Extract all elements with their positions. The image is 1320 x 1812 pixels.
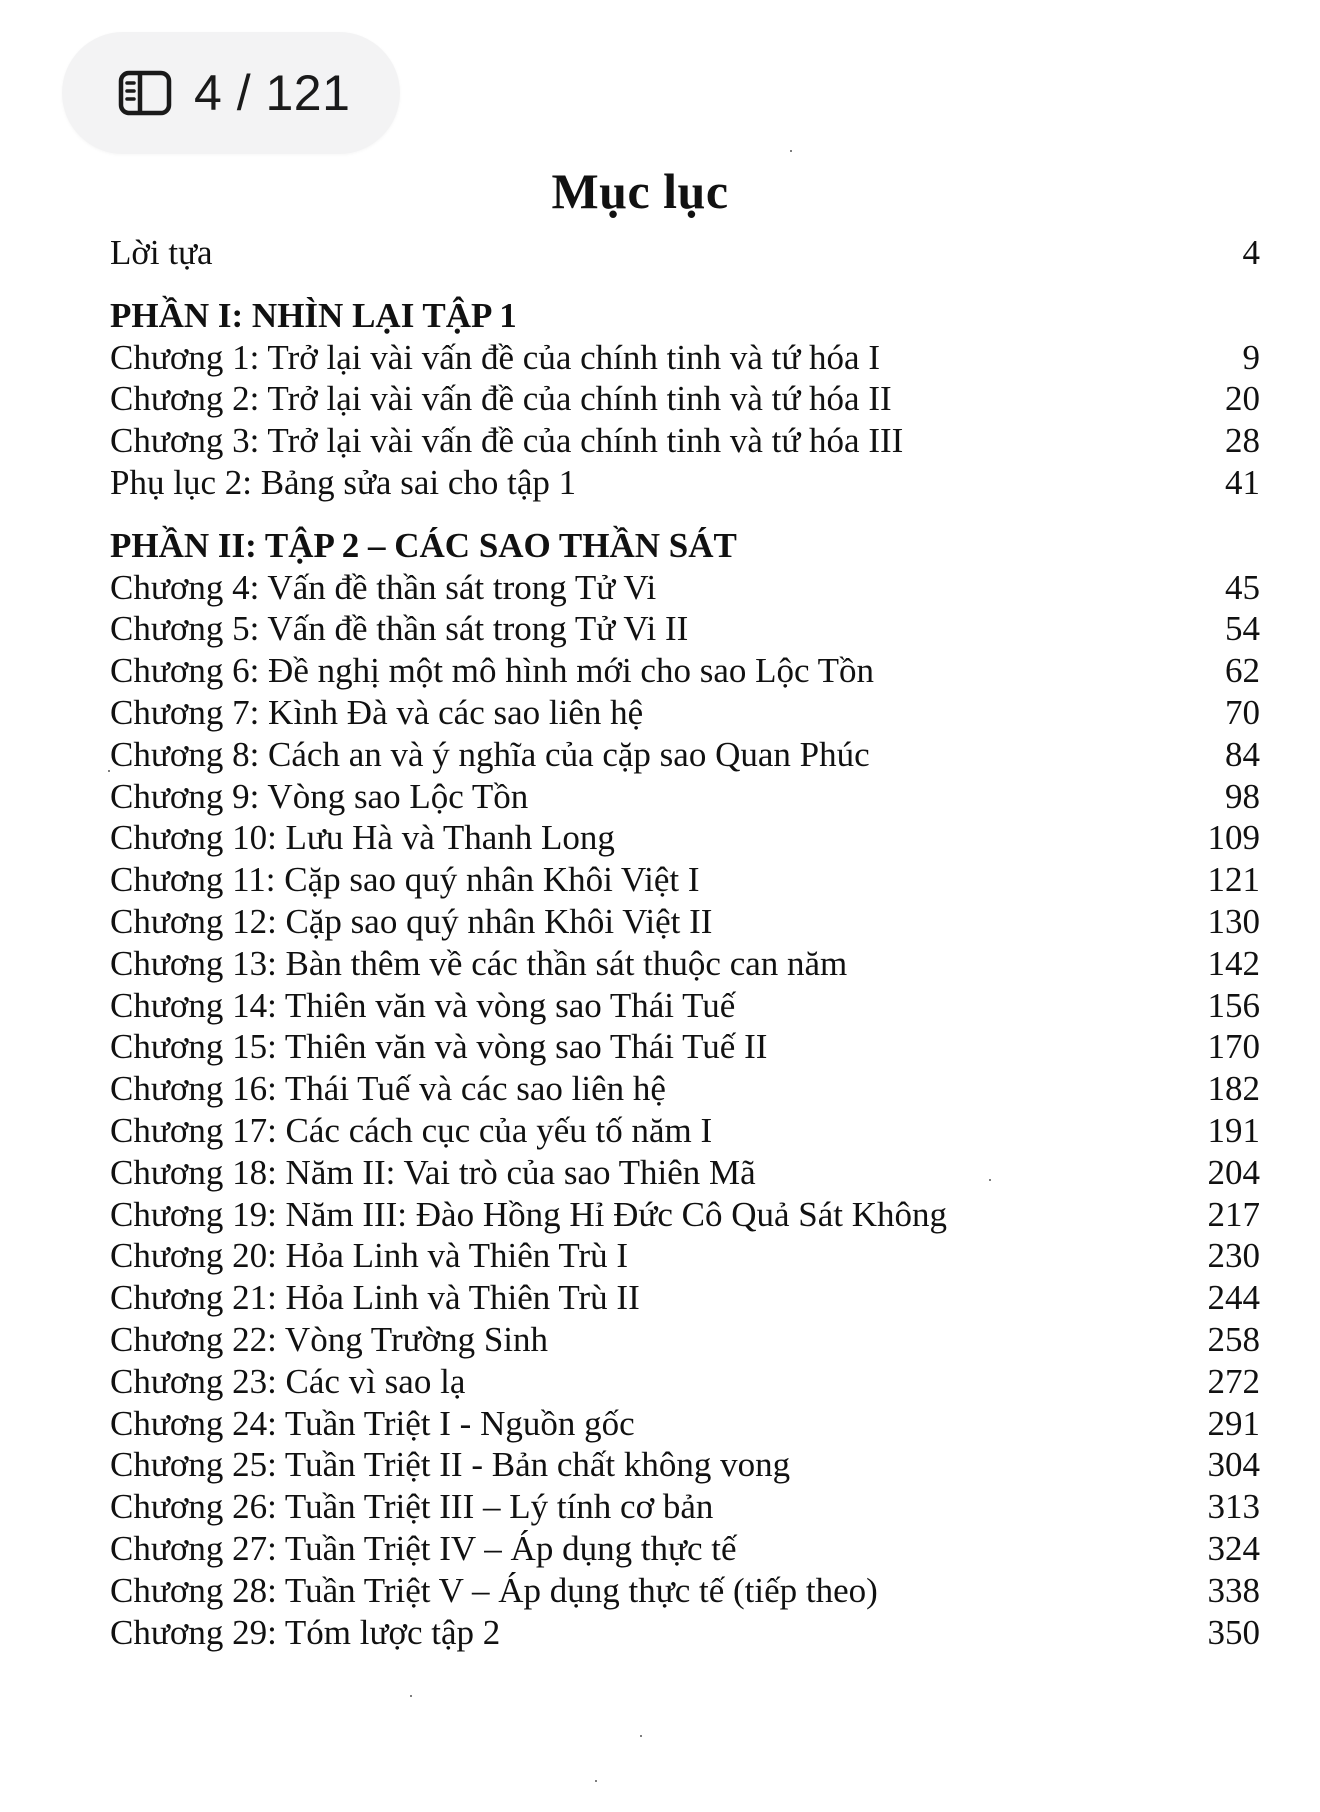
toc-entry[interactable] — [110, 1194, 1260, 1236]
toc-entry[interactable] — [110, 859, 1260, 901]
toc-entry-page: 272 — [1207, 1361, 1260, 1401]
scan-speck — [595, 1780, 597, 1782]
toc-entry-label: Chương 26: Tuần Triệt III – Lý tính cơ bản — [110, 1487, 714, 1527]
toc-entry[interactable] — [110, 1277, 1260, 1319]
toc-entry-label: Chương 1: Trở lại vài vấn đề của chính tinh và tứ hóa I — [110, 337, 880, 377]
toc-entry-label: Chương 15: Thiên văn và vòng sao Thái Tuế II — [110, 1027, 768, 1067]
toc-entry-page: 98 — [1225, 776, 1260, 816]
toc-entry-page: 54 — [1225, 609, 1260, 649]
toc-entry-page: 130 — [1207, 901, 1260, 941]
toc-entry[interactable] — [110, 1612, 1260, 1654]
toc-entry[interactable] — [110, 1235, 1260, 1277]
toc-entry[interactable] — [110, 378, 1260, 420]
toc-entry-label: Chương 22: Vòng Trường Sinh — [110, 1319, 549, 1359]
toc-entry-label: Chương 28: Tuần Triệt V – Áp dụng thực tế (tiếp theo) — [110, 1570, 878, 1610]
toc-entry-page: 45 — [1225, 567, 1260, 607]
toc-entry-page: 121 — [1207, 860, 1260, 900]
toc-entry-label: Chương 6: Đề nghị một mô hình mới cho sao Lộc Tồn — [110, 651, 875, 691]
toc-entry[interactable] — [110, 734, 1260, 776]
toc-entry[interactable] — [110, 985, 1260, 1027]
toc-entry-page: 170 — [1207, 1027, 1260, 1067]
toc-entry[interactable] — [110, 420, 1260, 462]
scan-speck — [108, 770, 110, 772]
toc-entry-label: Chương 7: Kình Đà và các sao liên hệ — [110, 692, 644, 732]
toc-entry[interactable] — [110, 608, 1260, 650]
toc-entry-label: Chương 19: Năm III: Đào Hồng Hỉ Đức Cô Quả Sát Không — [110, 1194, 948, 1234]
toc-sections — [110, 295, 1260, 1654]
toc-section-heading[interactable]: PHẦN I: NHÌN LẠI TẬP 1 — [110, 295, 517, 335]
toc-entry-page: 62 — [1225, 651, 1260, 691]
toc-entry-page: 28 — [1225, 421, 1260, 461]
toc-entry[interactable] — [110, 1026, 1260, 1068]
toc-entry[interactable] — [110, 817, 1260, 859]
toc-entry-page: 338 — [1207, 1570, 1260, 1610]
toc-entry-page: 304 — [1207, 1445, 1260, 1485]
toc-entry-page: 109 — [1207, 818, 1260, 858]
toc-entry-page: 204 — [1207, 1152, 1260, 1192]
toc-entry-label: Chương 17: Các cách cục của yếu tố năm I — [110, 1110, 713, 1150]
toc-entry-label: Phụ lục 2: Bảng sửa sai cho tập 1 — [110, 462, 577, 502]
toc-entry[interactable] — [110, 337, 1260, 379]
toc-entry-page: 258 — [1207, 1319, 1260, 1359]
table-of-contents — [110, 232, 1260, 1653]
toc-entry-page: 9 — [1242, 337, 1260, 377]
toc-entry[interactable] — [110, 1528, 1260, 1570]
toc-entry-page: 70 — [1225, 692, 1260, 732]
toc-entry-label: Chương 27: Tuần Triệt IV – Áp dụng thực tế — [110, 1528, 737, 1568]
scan-speck — [989, 1179, 991, 1181]
toc-entry-page: 182 — [1207, 1069, 1260, 1109]
toc-entry-page: 291 — [1207, 1403, 1260, 1443]
toc-entry-label: Chương 25: Tuần Triệt II - Bản chất không vong — [110, 1445, 791, 1485]
toc-entry-label: Chương 11: Cặp sao quý nhân Khôi Việt I — [110, 860, 700, 900]
toc-entry[interactable] — [110, 1319, 1260, 1361]
toc-entry-page: 4 — [1242, 233, 1260, 272]
toc-entry-page: 142 — [1207, 943, 1260, 983]
toc-entry[interactable] — [110, 943, 1260, 985]
toc-entry[interactable] — [110, 1110, 1260, 1152]
toc-entry-label: Lời tựa — [110, 233, 213, 272]
book-pages-icon — [118, 70, 172, 116]
toc-entry-page: 244 — [1207, 1278, 1260, 1318]
toc-section-heading[interactable]: PHẦN II: TẬP 2 – CÁC SAO THẦN SÁT — [110, 525, 737, 565]
toc-entry-label: Chương 23: Các vì sao lạ — [110, 1361, 466, 1401]
toc-entry-label: Chương 29: Tóm lược tập 2 — [110, 1612, 501, 1652]
toc-entry[interactable] — [110, 776, 1260, 818]
toc-entry-page: 324 — [1207, 1528, 1260, 1568]
scan-speck — [410, 1695, 412, 1697]
toc-entry[interactable] — [110, 1152, 1260, 1194]
toc-entry-label: Chương 20: Hỏa Linh và Thiên Trù I — [110, 1236, 629, 1276]
toc-entry-page: 230 — [1207, 1236, 1260, 1276]
toc-entry-page: 313 — [1207, 1487, 1260, 1527]
toc-entry[interactable] — [110, 1361, 1260, 1403]
toc-entry-page: 191 — [1207, 1110, 1260, 1150]
toc-entry-label: Chương 12: Cặp sao quý nhân Khôi Việt II — [110, 901, 713, 941]
toc-entry-label: Chương 5: Vấn đề thần sát trong Tử Vi II — [110, 609, 689, 649]
scan-speck — [790, 150, 792, 152]
toc-entry[interactable] — [110, 1486, 1260, 1528]
toc-entry[interactable] — [110, 462, 1260, 504]
toc-entry-label: Chương 9: Vòng sao Lộc Tồn — [110, 776, 529, 816]
toc-entry-page: 20 — [1225, 379, 1260, 419]
page-indicator[interactable] — [62, 32, 400, 154]
toc-entry-label: Chương 10: Lưu Hà và Thanh Long — [110, 818, 615, 858]
toc-entry-page: 350 — [1207, 1612, 1260, 1652]
toc-entry-preface[interactable] — [110, 232, 1260, 274]
toc-entry[interactable] — [110, 567, 1260, 609]
page-number-label: 4 / 121 — [194, 65, 351, 121]
toc-entry-label: Chương 3: Trở lại vài vấn đề của chính tinh và tứ hóa III — [110, 421, 904, 461]
toc-entry-label: Chương 21: Hỏa Linh và Thiên Trù II — [110, 1278, 640, 1318]
toc-entry-page: 41 — [1225, 462, 1260, 502]
toc-entry[interactable] — [110, 1444, 1260, 1486]
toc-entry-label: Chương 8: Cách an và ý nghĩa của cặp sao Quan Phúc — [110, 734, 870, 774]
toc-entry-page: 84 — [1225, 734, 1260, 774]
toc-entry[interactable] — [110, 1570, 1260, 1612]
toc-entry-page: 156 — [1207, 985, 1260, 1025]
toc-entry-page: 217 — [1207, 1194, 1260, 1234]
toc-entry-label: Chương 4: Vấn đề thần sát trong Tử Vi — [110, 567, 657, 607]
scan-speck — [640, 1735, 642, 1737]
toc-entry[interactable] — [110, 901, 1260, 943]
toc-entry-label: Chương 2: Trở lại vài vấn đề của chính tinh và tứ hóa II — [110, 379, 892, 419]
toc-entry-label: Chương 18: Năm II: Vai trò của sao Thiên Mã — [110, 1152, 756, 1192]
toc-entry[interactable] — [110, 692, 1260, 734]
toc-entry[interactable] — [110, 650, 1260, 692]
toc-entry[interactable] — [110, 1068, 1260, 1110]
toc-entry[interactable] — [110, 1403, 1260, 1445]
toc-entry-label: Chương 16: Thái Tuế và các sao liên hệ — [110, 1069, 666, 1109]
toc-entry-label: Chương 24: Tuần Triệt I - Nguồn gốc — [110, 1403, 635, 1443]
toc-entry-label: Chương 14: Thiên văn và vòng sao Thái Tuế — [110, 985, 736, 1025]
toc-entry-label: Chương 13: Bàn thêm về các thần sát thuộc can năm — [110, 943, 848, 983]
page-title: Mục lục — [551, 163, 729, 219]
